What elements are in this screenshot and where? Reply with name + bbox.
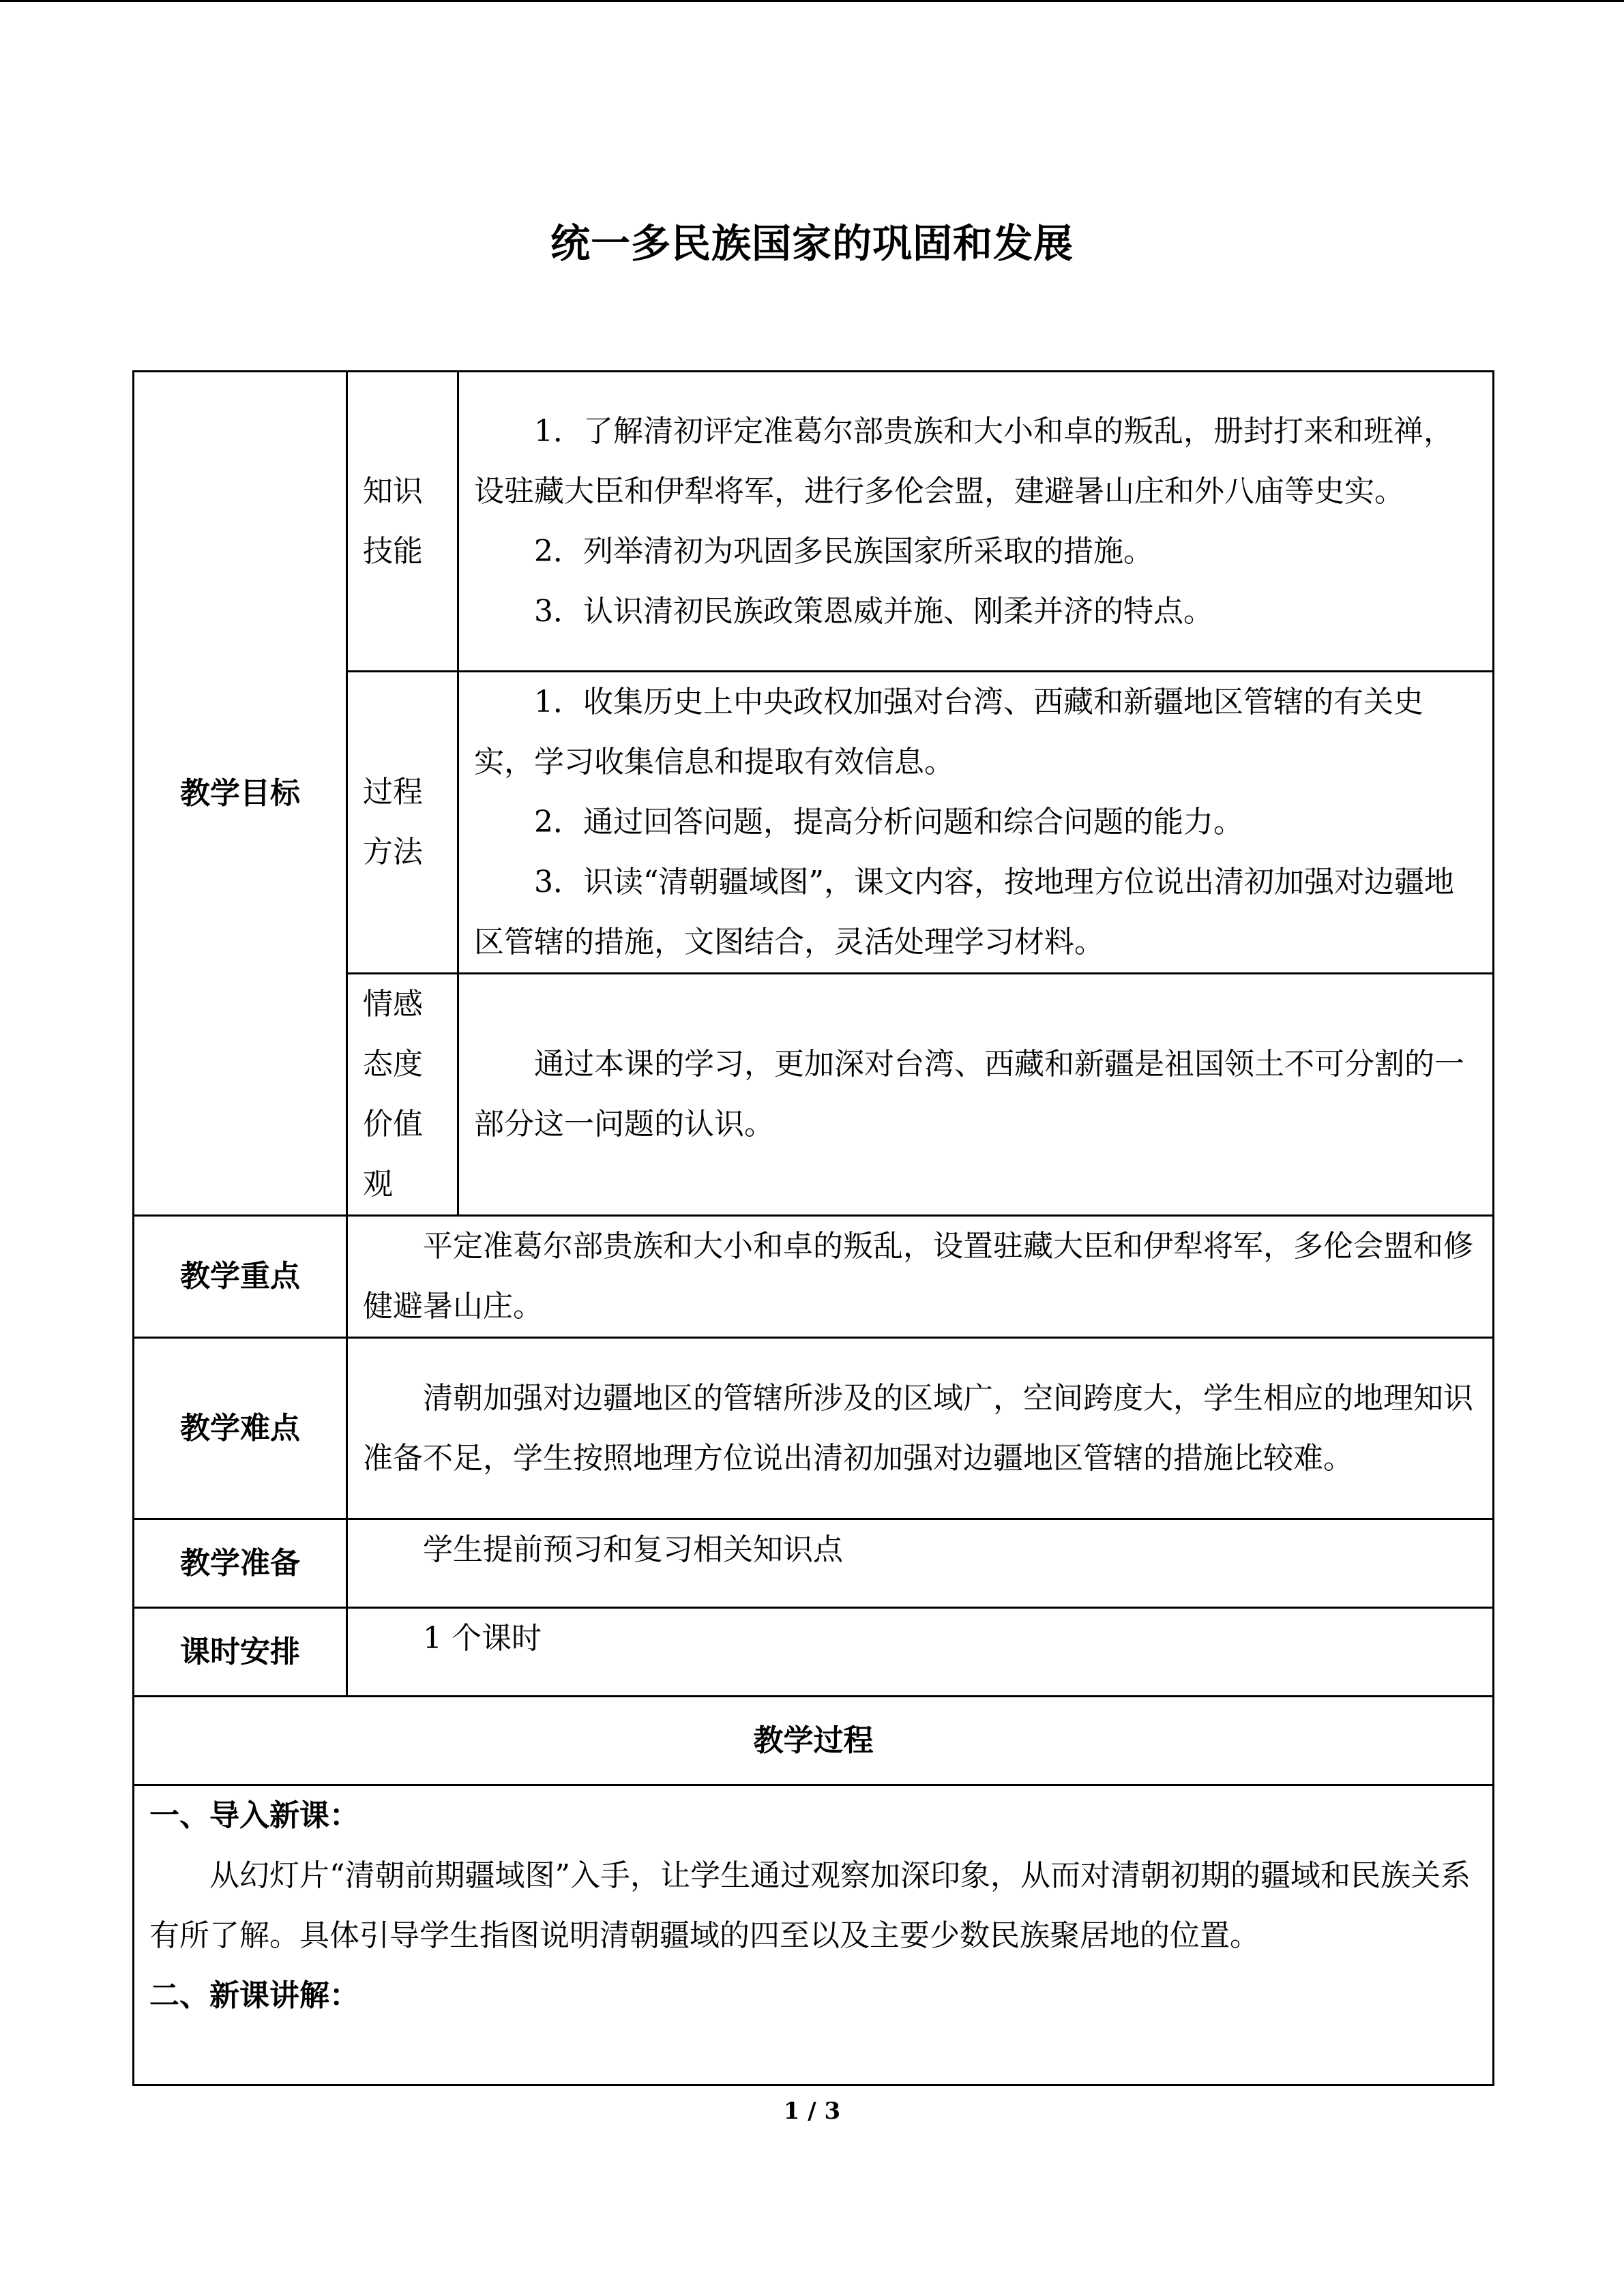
emotion-item: 通过本课的学习，更加深对台湾、西藏和新疆是祖国领土不可分割的一部分这一问题的认识。 — [474, 1047, 1464, 1142]
objective-knowledge-row — [134, 372, 1494, 672]
preparation-row — [134, 1519, 1494, 1608]
key-points-content: 平定准葛尔部贵族和大小和卓的叛乱，设置驻藏大臣和伊犁将军，多伦会盟和修健避暑山庄。 — [347, 1216, 1494, 1338]
knowledge-label: 知识 技能 — [347, 372, 458, 672]
process-content — [458, 672, 1494, 974]
page-number: 1 / 3 — [783, 2098, 841, 2125]
process-item: 1．收集历史上中央政权加强对台湾、西藏和新疆地区管辖的有关史实，学习收集信息和提取有效信息。 — [474, 685, 1423, 779]
lesson-plan-table — [132, 370, 1494, 2086]
page-title: 统一多民族国家的巩固和发展 — [550, 220, 1074, 267]
process-item: 3．识读“清朝疆域图”，课文内容，按地理方位说出清初加强对边疆地区管辖的措施，文图结合，灵活处理学习材料。 — [474, 865, 1454, 959]
difficulties-label: 教学难点 — [134, 1338, 347, 1519]
knowledge-item: 2．列举清初为巩固多民族国家所采取的措施。 — [534, 533, 1153, 569]
process-item: 2．通过回答问题，提高分析问题和综合问题的能力。 — [534, 805, 1243, 839]
emotion-content — [458, 974, 1494, 1216]
key-points-row — [134, 1216, 1494, 1338]
difficulties-row — [134, 1338, 1494, 1519]
process-body-row — [134, 1785, 1494, 2085]
difficulties-content: 清朝加强对边疆地区的管辖所涉及的区域广，空间跨度大，学生相应的地理知识准备不足，学生按照地理方位说出清初加强对边疆地区管辖的措施比较难。 — [347, 1338, 1494, 1519]
knowledge-item: 3．认识清初民族政策恩威并施、刚柔并济的特点。 — [534, 593, 1213, 629]
new-lesson-heading: 二、新课讲解： — [149, 1978, 359, 2013]
schedule-label: 课时安排 — [134, 1608, 347, 1697]
preparation-content: 学生提前预习和复习相关知识点 — [347, 1519, 1494, 1608]
top-rule — [0, 0, 1624, 2]
intro-heading: 一、导入新课： — [149, 1798, 359, 1833]
knowledge-item: 1．了解清初评定准葛尔部贵族和大小和卓的叛乱，册封打来和班禅，设驻藏大臣和伊犁将军，进行多伦会盟，建避暑山庄和外八庙等史实。 — [474, 413, 1453, 509]
emotion-label: 情感 态度 价值 观 — [347, 974, 458, 1216]
schedule-content: 1 个课时 — [347, 1608, 1494, 1697]
objectives-label: 教学目标 — [134, 372, 347, 1216]
knowledge-content — [458, 372, 1494, 672]
process-label: 过程 方法 — [347, 672, 458, 974]
key-points-label: 教学重点 — [134, 1216, 347, 1338]
process-title-row — [134, 1697, 1494, 1785]
schedule-row — [134, 1608, 1494, 1697]
process-body — [134, 1785, 1494, 2085]
preparation-label: 教学准备 — [134, 1519, 347, 1608]
process-section-title: 教学过程 — [134, 1697, 1494, 1785]
intro-text: 从幻灯片“清朝前期疆域图”入手，让学生通过观察加深印象，从而对清朝初期的疆域和民族关系有所了解。具体引导学生指图说明清朝疆域的四至以及主要少数民族聚居地的位置。 — [149, 1858, 1471, 1953]
